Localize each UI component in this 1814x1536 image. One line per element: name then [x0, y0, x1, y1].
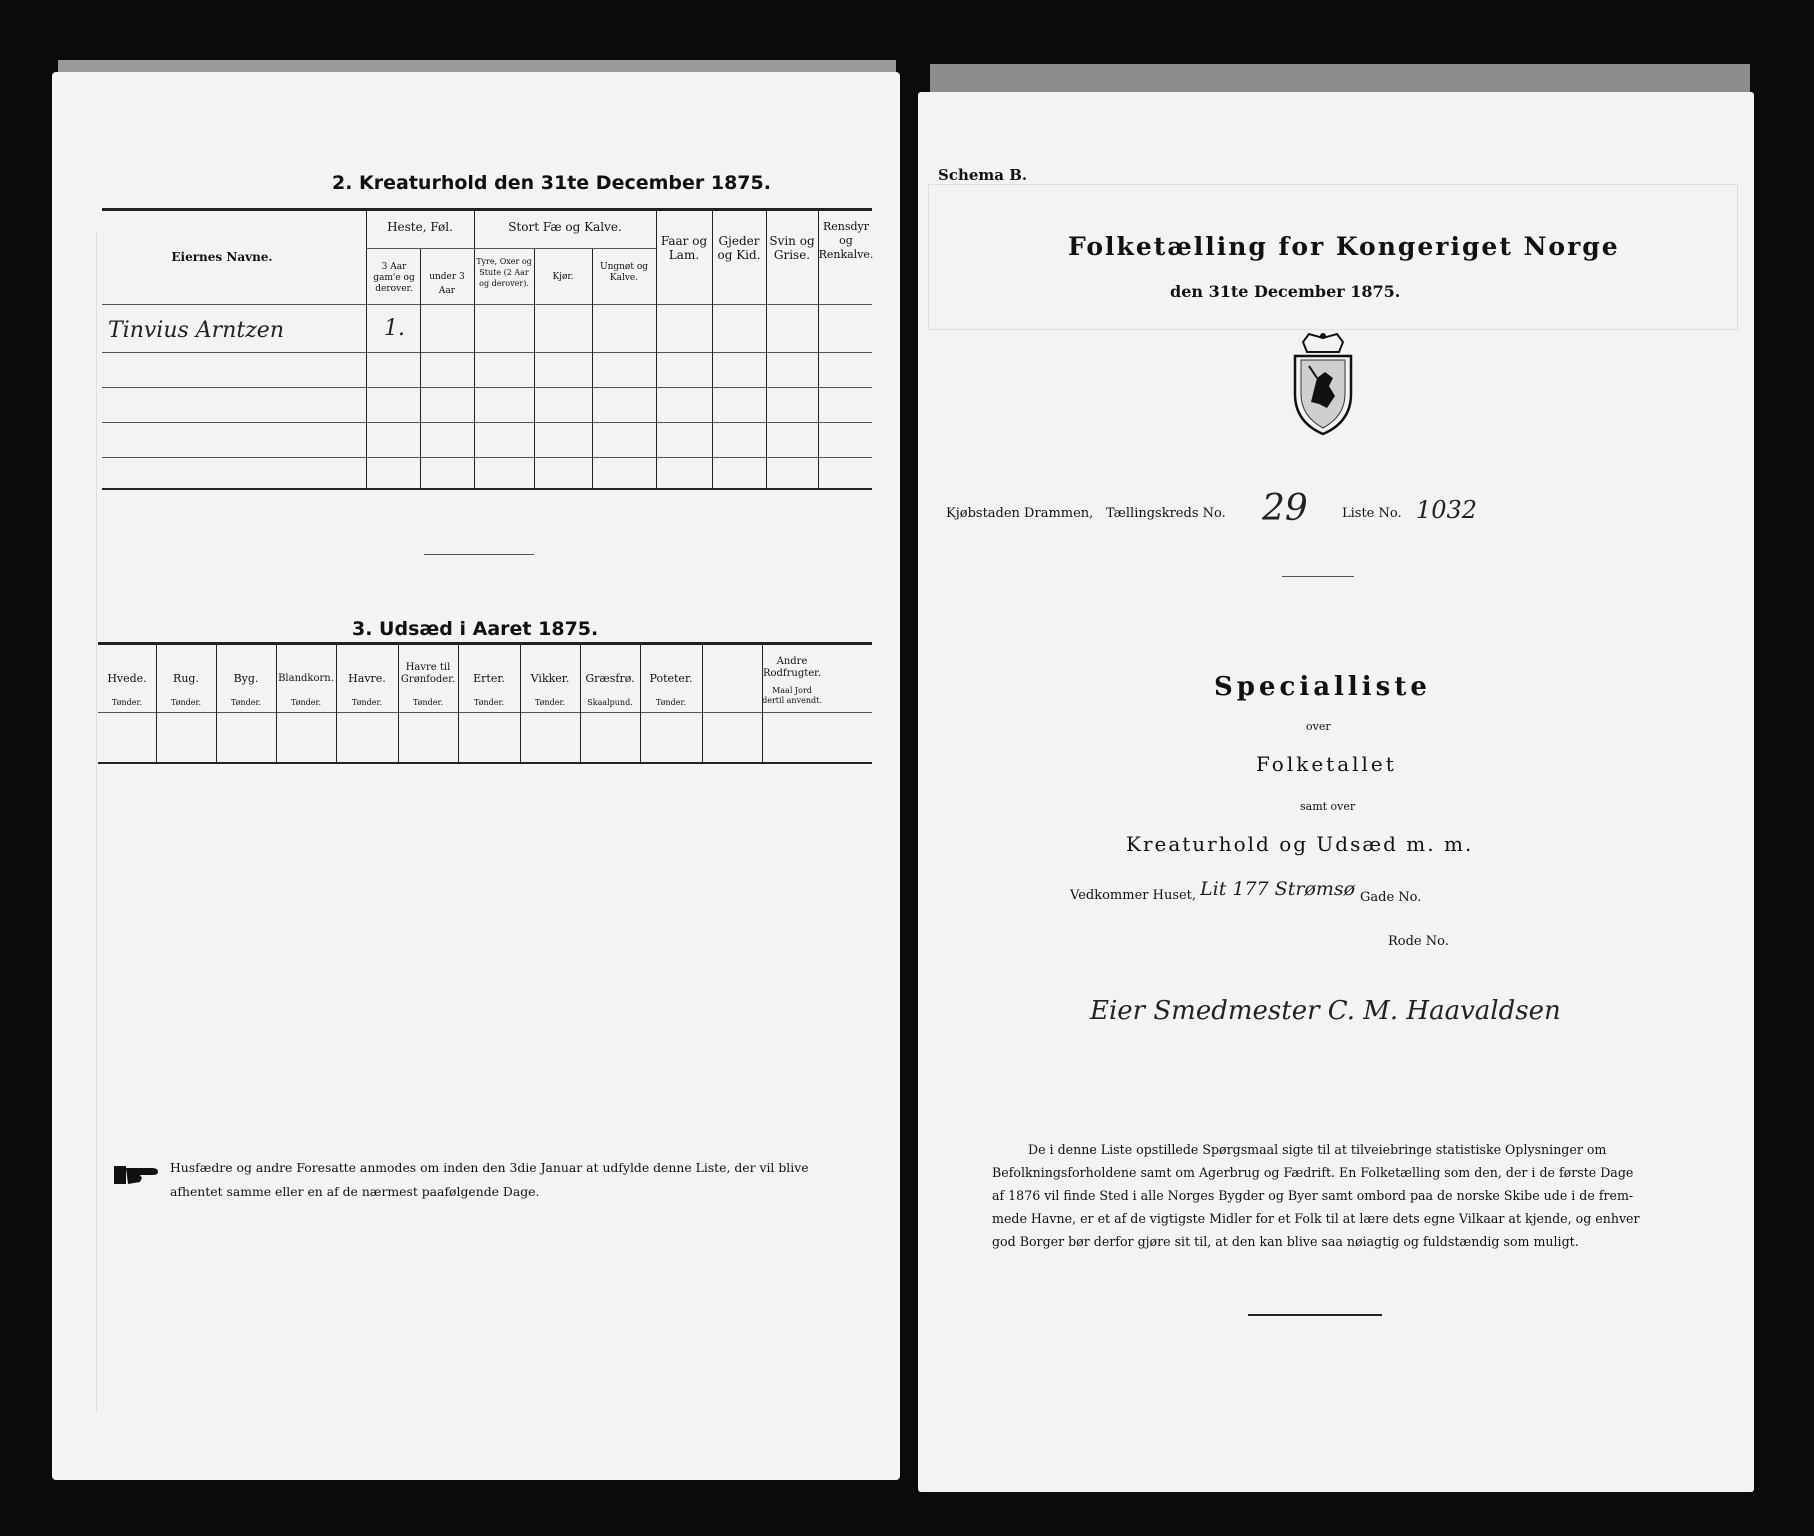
table3-header-rule: [98, 712, 872, 713]
kreatur-line: Kreaturhold og Udsæd m. m.: [1126, 832, 1474, 856]
table2-row-rule: [102, 422, 872, 423]
district-label: Tællingskreds No.: [1106, 506, 1226, 521]
col-heste-group: Heste, Føl.: [387, 220, 453, 234]
gade-label: Gade No.: [1360, 890, 1422, 905]
udsaed-col-havre: Havre.: [348, 672, 386, 685]
house-label: Vedkommer Huset,: [1070, 888, 1197, 903]
list-label: Liste No.: [1342, 506, 1402, 521]
paragraph-line: De i denne Liste opstillede Spørgsmaal sigte til at tilveiebringe statistiske Oplysninger om: [1028, 1142, 1607, 1157]
col-rensdyr: Rensdyr og Renkalve.: [818, 220, 874, 261]
table2-col-divider: [366, 209, 367, 489]
table3-col-divider: [702, 644, 703, 762]
udsaed-unit-hvede: Tønder.: [111, 698, 143, 707]
table2-col-divider: [534, 248, 535, 489]
notice-line-1: Husfædre og andre Foresatte anmodes om inden den 3die Januar at udfylde denne Liste, der vil blive: [170, 1160, 809, 1175]
table2-bottom-rule: [102, 488, 872, 490]
udsaed-col-byg: Byg.: [233, 672, 259, 685]
udsaed-unit-andre: Maal Jord dertil anvendt.: [762, 686, 822, 705]
col-owner: Eiernes Navne.: [171, 250, 273, 264]
table3-bottom-rule: [98, 762, 872, 764]
right-page-stack-edge: [930, 64, 1750, 92]
udsaed-col-graesfro: Græsfrø.: [585, 672, 635, 685]
udsaed-col-havre-gronfoder: Havre til Grønfoder.: [400, 662, 456, 685]
pointing-hand-icon: [112, 1162, 162, 1188]
udsaed-unit-rug: Tønder.: [170, 698, 202, 707]
city-label: Kjøbstaden Drammen,: [946, 506, 1094, 521]
samt-over-label: samt over: [1300, 800, 1356, 813]
udsaed-unit-graesfro: Skaalpund.: [587, 698, 633, 707]
owner-name-handwritten: Tinvius Arntzen: [108, 318, 284, 343]
right-page: [918, 92, 1754, 1492]
section3-title: 3. Udsæd i Aaret 1875.: [352, 618, 599, 640]
udsaed-unit-havre-gronfoder: Tønder.: [412, 698, 444, 707]
col-stort-group: Stort Fæ og Kalve.: [508, 220, 622, 234]
col-stort-b: Kjør.: [552, 272, 574, 282]
paragraph-line: god Borger bør derfor gjøre sit til, at den kan blive saa nøiagtig og fuldstændig som muligt.: [992, 1234, 1579, 1249]
special-title: Specialliste: [1214, 672, 1431, 702]
paragraph-line: af 1876 vil finde Sted i alle Norges Bygder og Byer samt ombord paa de norske Skibe ude i de frem-: [992, 1188, 1634, 1203]
table2-col-divider: [592, 248, 593, 489]
section-divider: [424, 554, 534, 555]
table2-col-divider: [656, 209, 657, 489]
paragraph-line: Befolkningsforholdene samt om Agerbrug og Fædrift. En Folketælling som den, der i de første Dage: [992, 1165, 1634, 1180]
udsaed-col-vikker: Vikker.: [530, 672, 570, 685]
table2-subheader-rule: [366, 248, 656, 249]
date-line: den 31te December 1875.: [1170, 282, 1401, 301]
udsaed-unit-vikker: Tønder.: [534, 698, 566, 707]
folketallet: Folketallet: [1256, 752, 1397, 776]
table2-header-rule: [102, 304, 872, 305]
udsaed-col-erter: Erter.: [473, 672, 505, 685]
table2-row-rule: [102, 352, 872, 353]
bleed-through-text: [96, 232, 147, 1412]
table2-row-rule: [102, 457, 872, 458]
udsaed-col-poteter: Poteter.: [649, 672, 693, 685]
table2-col-divider: [474, 209, 475, 489]
paragraph-line: mede Havne, er et af de vigtigste Midler for et Folk til at lære dets egne Vilkaar at kjende, og enhver: [992, 1211, 1640, 1226]
table2-top-rule: [102, 208, 872, 211]
closing-rule: [1248, 1314, 1382, 1316]
left-page: [52, 72, 900, 1480]
notice-line-2: afhentet samme eller en af de nærmest paafølgende Dage.: [170, 1184, 540, 1199]
udsaed-col-hvede: Hvede.: [107, 672, 147, 685]
over-label-1: over: [1306, 720, 1331, 733]
col-svin: Svin og Grise.: [769, 234, 815, 262]
main-title: Folketælling for Kongeriget Norge: [1068, 232, 1620, 261]
heste-a-value: 1.: [384, 316, 405, 341]
col-faar: Faar og Lam.: [660, 234, 708, 262]
udsaed-unit-poteter: Tønder.: [655, 698, 687, 707]
udsaed-col-andre: Andre Rodfrugter.: [762, 656, 822, 679]
udsaed-col-blandkorn: Blandkorn.: [278, 673, 334, 684]
col-heste-b: under 3 Aar: [429, 272, 465, 296]
list-value: 1032: [1416, 496, 1478, 524]
house-handwritten: Lit 177 Strømsø: [1200, 878, 1356, 900]
col-gjeder: Gjeder og Kid.: [717, 234, 761, 262]
col-heste-a: 3 Aar gam'e og derover.: [373, 262, 415, 294]
district-value: 29: [1262, 488, 1308, 529]
section2-title: 2. Kreaturhold den 31te December 1875.: [332, 172, 771, 194]
udsaed-col-rug: Rug.: [173, 672, 199, 685]
divider: [1282, 576, 1354, 577]
schema-label: Schema B.: [938, 166, 1028, 184]
rode-label: Rode No.: [1388, 934, 1449, 949]
udsaed-unit-erter: Tønder.: [473, 698, 505, 707]
owner-signature: Eier Smedmester C. M. Haavaldsen: [1090, 996, 1561, 1026]
udsaed-unit-blandkorn: Tønder.: [290, 698, 322, 707]
table2-row-rule: [102, 387, 872, 388]
udsaed-unit-byg: Tønder.: [230, 698, 262, 707]
udsaed-unit-havre: Tønder.: [351, 698, 383, 707]
table3-top-rule: [98, 642, 872, 645]
col-stort-c: Ungnøt og Kalve.: [599, 262, 648, 283]
col-stort-a: Tyre, Oxer og Stute (2 Aar og derover).: [476, 257, 532, 288]
coat-of-arms-icon: [1283, 332, 1363, 436]
